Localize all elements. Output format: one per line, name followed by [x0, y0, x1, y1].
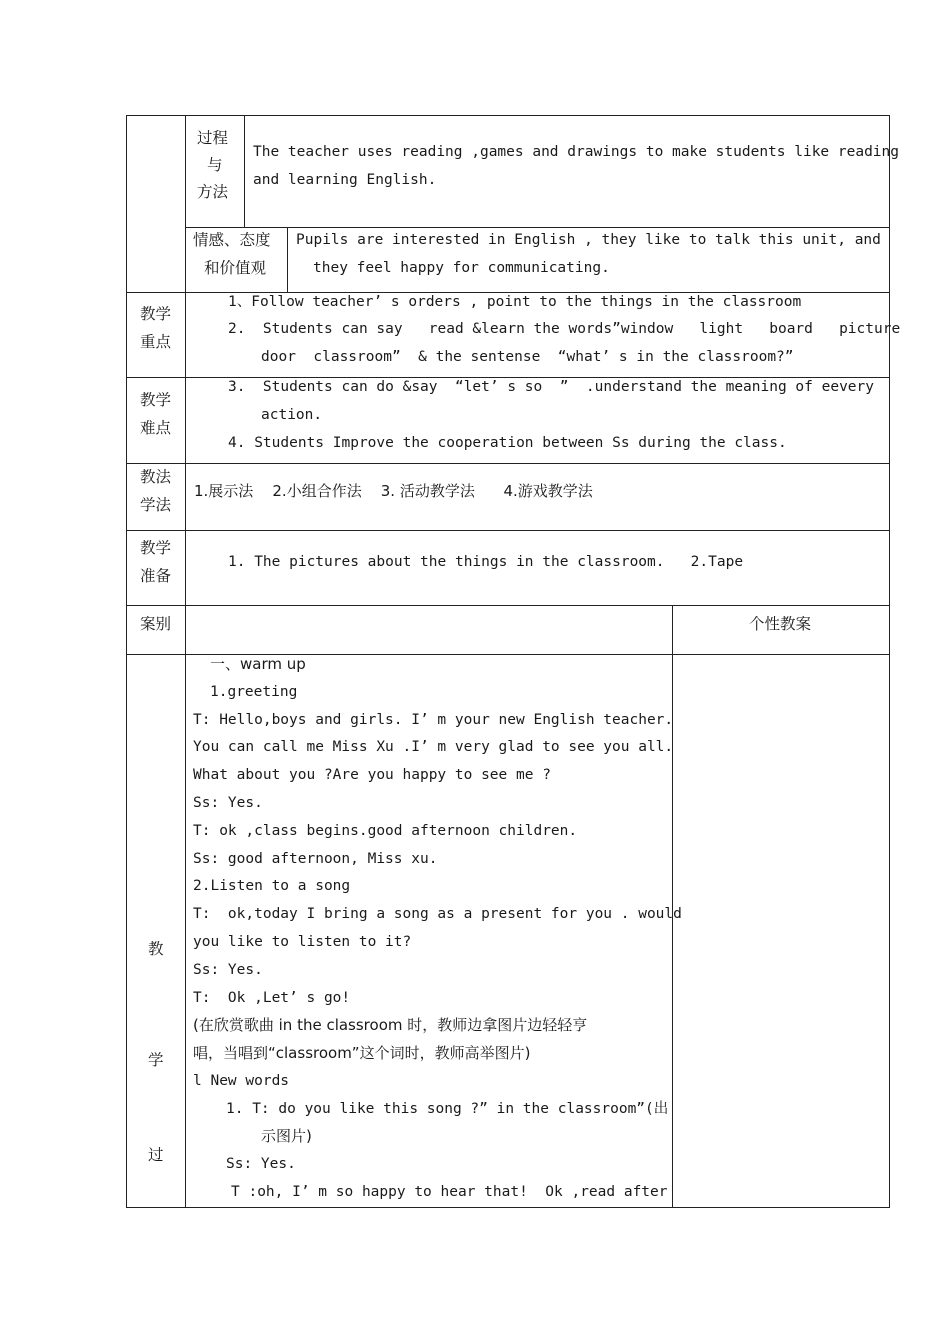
teaching-methods-text: 1.展示法 2.小组合作法 3. 活动教学法 4.游戏教学法	[194, 482, 593, 500]
label-case: 案别	[140, 615, 172, 633]
preparation-text: 1. The pictures about the things in the classroom. 2.Tape	[228, 554, 744, 570]
personal-plan-header: 个性教案	[749, 615, 812, 633]
